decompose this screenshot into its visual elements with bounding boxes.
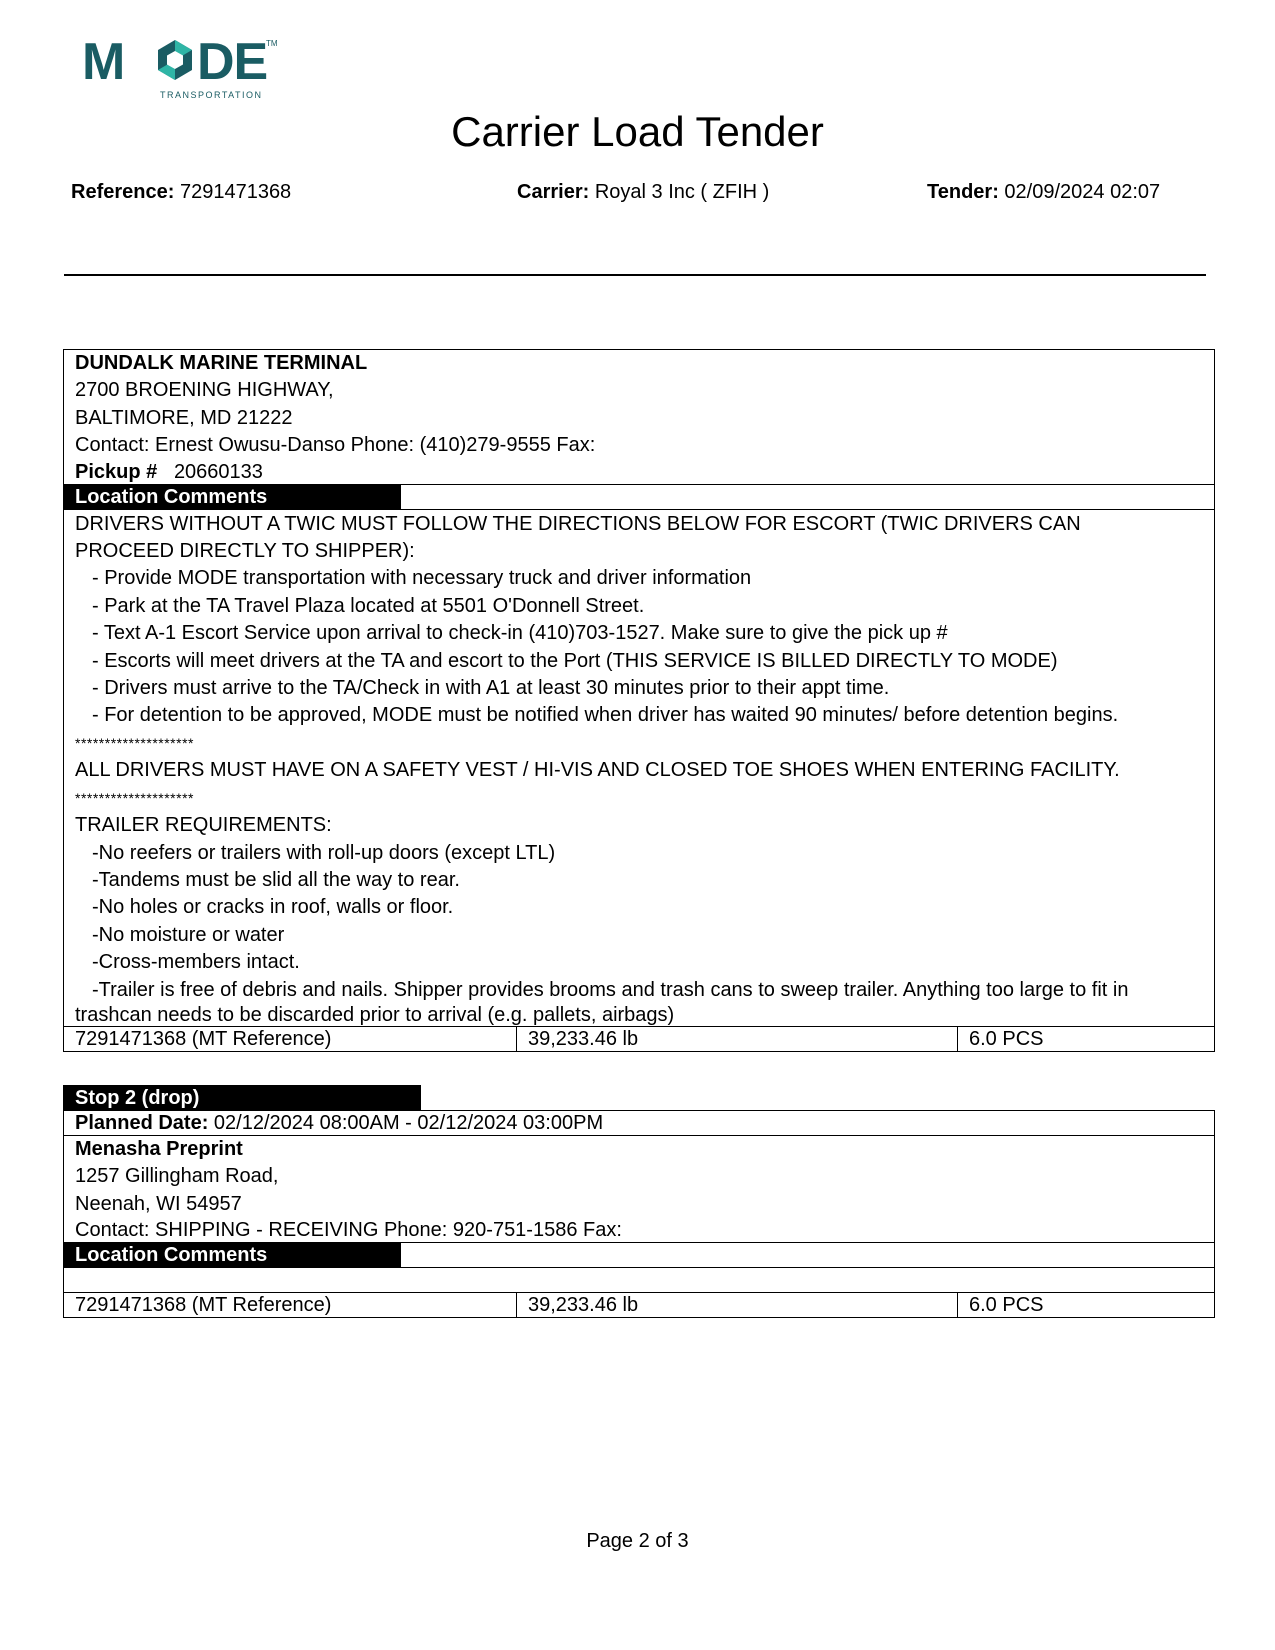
logo-tm: TM: [266, 39, 278, 48]
reference-label: Reference:: [71, 181, 175, 203]
stop1-address2: BALTIMORE, MD 21222: [75, 406, 293, 429]
stop1-comments: [64, 510, 1214, 1026]
trailer-item: -No moisture or water: [92, 923, 285, 946]
comment-intro-2: PROCEED DIRECTLY TO SHIPPER):: [75, 540, 415, 563]
trailer-item-last-cont: trashcan needs to be discarded prior to arrival (e.g. pallets, airbags): [75, 1003, 675, 1026]
carrier-field: [517, 178, 769, 206]
page-title: Carrier Load Tender: [451, 108, 824, 155]
carrier-value: Royal 3 Inc ( ZFIH ): [594, 181, 770, 203]
stop1-comments-bar: [64, 484, 1214, 510]
stop1-contact: Contact: Ernest Owusu-Danso Phone: (410)279-9555 Fax:: [75, 434, 596, 457]
stop2-pieces-cell: 6.0 PCS: [969, 1294, 1044, 1317]
stop1-pieces-cell: 6.0 PCS: [969, 1027, 1044, 1050]
comment-bullet: - Drivers must arrive to the TA/Check in with A1 at least 30 minutes prior to their appt time.: [92, 677, 890, 700]
trailer-item-last: -Trailer is free of debris and nails. Shipper provides brooms and trash cans to sweep trailer. Anything too large to fit in: [92, 978, 1129, 1001]
stop1-address-block: [64, 350, 1214, 484]
tender-field: [927, 178, 1160, 206]
comment-bullet: - Text A-1 Escort Service upon arrival to check-in (410)703-1527. Make sure to give the pick up #: [92, 622, 948, 645]
stop1-freight-row: [64, 1026, 1214, 1051]
mode-logo: [82, 36, 292, 102]
header-divider: [64, 274, 1206, 276]
stop2-address-block: [64, 1136, 1214, 1242]
stop2-address2: Neenah, WI 54957: [75, 1192, 242, 1215]
trailer-item: -Tandems must be slid all the way to rear.: [92, 868, 460, 891]
reference-value: 7291471368: [179, 181, 292, 203]
page-number: Page 2 of 3: [586, 1530, 689, 1552]
stop2-reference-cell: 7291471368 (MT Reference): [64, 1293, 517, 1317]
reference-field: [71, 178, 291, 206]
stop2-box: [63, 1110, 1215, 1318]
stop1-address1: 2700 BROENING HIGHWAY,: [75, 379, 334, 402]
carrier-label: Carrier:: [517, 181, 590, 203]
stop2-comments-bar: [64, 1242, 1214, 1268]
tender-value: 02/09/2024 02:07: [1004, 181, 1161, 203]
stop1-weight-cell: 39,233.46 lb: [517, 1027, 958, 1051]
stop2-contact: Contact: SHIPPING - RECEIVING Phone: 920-751-1586 Fax:: [75, 1219, 622, 1242]
comment-bullet: - Escorts will meet drivers at the TA and escort to the Port (THIS SERVICE IS BILLED DIRECTLY TO MODE): [92, 649, 1058, 672]
comment-bullet: - Park at the TA Travel Plaza located at 5501 O'Donnell Street.: [92, 594, 645, 617]
tender-label: Tender:: [927, 181, 999, 203]
planned-date-value: 02/12/2024 08:00AM - 02/12/2024 03:00PM: [213, 1112, 604, 1134]
comment-intro-1: DRIVERS WITHOUT A TWIC MUST FOLLOW THE DIRECTIONS BELOW FOR ESCORT (TWIC DRIVERS CAN: [75, 512, 1081, 535]
stop1-name: DUNDALK MARINE TERMINAL: [75, 352, 368, 374]
comment-safety: ALL DRIVERS MUST HAVE ON A SAFETY VEST / HI-VIS AND CLOSED TOE SHOES WHEN ENTERING FACILITY.: [75, 759, 1120, 782]
comment-stars-1: ********************: [75, 734, 194, 751]
trailer-item: -No reefers or trailers with roll-up doors (except LTL): [92, 841, 556, 864]
stop1-comments-label: Location Comments: [64, 485, 401, 509]
comment-bullet: - For detention to be approved, MODE must be notified when driver has waited 90 minutes/ before detention begins.: [92, 704, 1119, 727]
stop1-box: [63, 349, 1215, 1052]
stop2-planned-date: [64, 1111, 1214, 1136]
comment-stars-2: ********************: [75, 789, 194, 806]
stop2-tag: Stop 2 (drop): [63, 1085, 421, 1110]
trailer-item: -Cross-members intact.: [92, 951, 300, 974]
stop1-reference-cell: 7291471368 (MT Reference): [64, 1027, 517, 1051]
logo-subtitle: TRANSPORTATION: [160, 90, 263, 100]
trailer-item: -No holes or cracks in roof, walls or floor.: [92, 896, 454, 919]
stop2-comments: [64, 1268, 1214, 1292]
pickup-value: 20660133: [173, 460, 263, 483]
comment-bullet: - Provide MODE transportation with necessary truck and driver information: [92, 567, 752, 590]
stop1-pickup: [75, 460, 1203, 484]
stop2-address1: 1257 Gillingham Road,: [75, 1165, 279, 1188]
svg-text:DE: DE: [197, 36, 268, 91]
svg-text:M: M: [82, 36, 125, 91]
trailer-heading: TRAILER REQUIREMENTS:: [75, 814, 332, 837]
logo-hexagon-icon: [158, 40, 192, 80]
stop2-freight-row: [64, 1292, 1214, 1317]
stop2-weight-cell: 39,233.46 lb: [517, 1293, 958, 1317]
planned-date-label: Planned Date:: [75, 1112, 209, 1134]
stop2-name: Menasha Preprint: [75, 1138, 243, 1160]
pickup-label: Pickup #: [75, 460, 158, 483]
stop2-comments-label: Location Comments: [64, 1243, 401, 1267]
